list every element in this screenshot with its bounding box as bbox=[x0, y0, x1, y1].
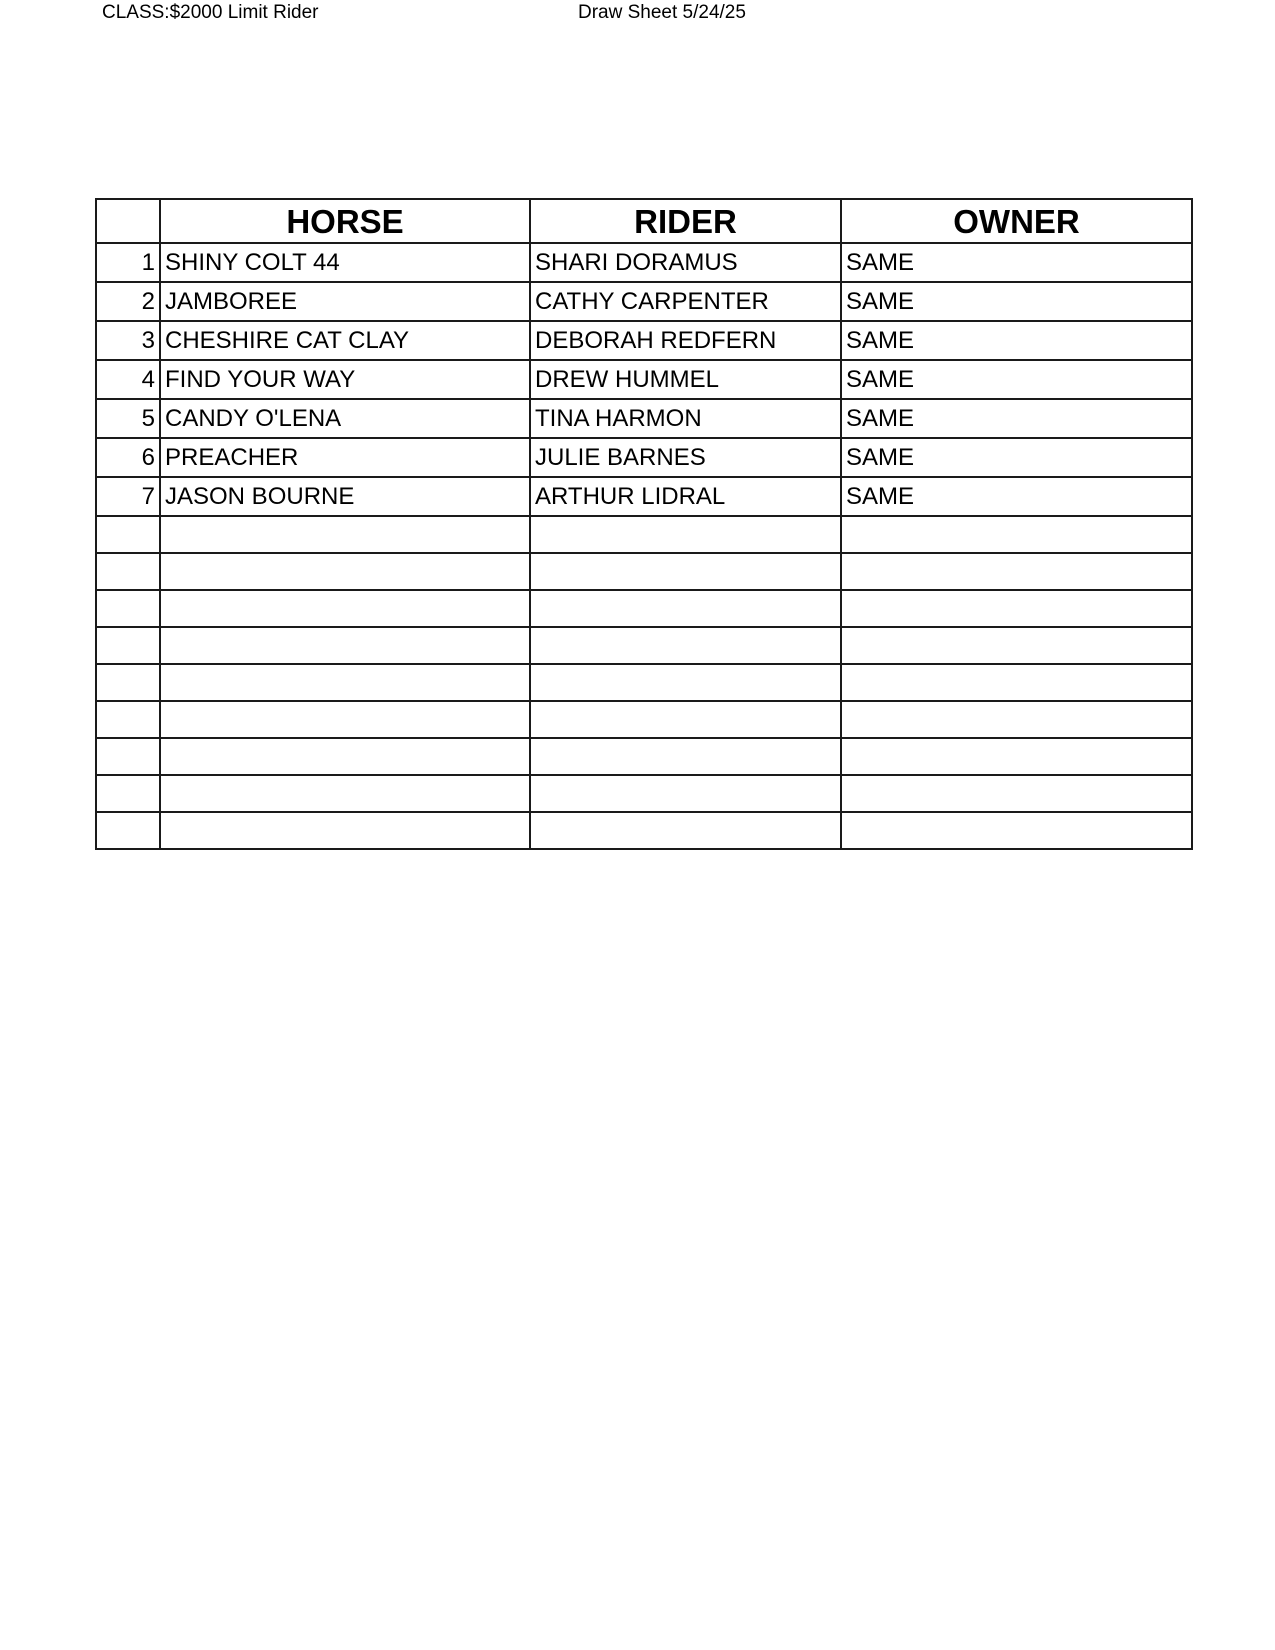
table-row bbox=[96, 282, 1192, 321]
horse-cell bbox=[160, 701, 530, 738]
horse-cell: JAMBOREE bbox=[160, 282, 530, 321]
rider-cell: CATHY CARPENTER bbox=[530, 282, 841, 321]
owner-cell bbox=[841, 627, 1192, 664]
owner-cell bbox=[841, 738, 1192, 775]
table-row bbox=[96, 477, 1192, 516]
rider-cell: JULIE BARNES bbox=[530, 438, 841, 477]
table-row bbox=[96, 399, 1192, 438]
horse-cell bbox=[160, 553, 530, 590]
table-row bbox=[96, 360, 1192, 399]
rider-cell bbox=[530, 590, 841, 627]
owner-cell: SAME bbox=[841, 282, 1192, 321]
draw-sheet-label: Draw Sheet 5/24/25 bbox=[578, 2, 746, 23]
horse-cell: FIND YOUR WAY bbox=[160, 360, 530, 399]
owner-cell bbox=[841, 664, 1192, 701]
column-header-rider: RIDER bbox=[530, 199, 841, 243]
table-row bbox=[96, 590, 1192, 627]
table-row bbox=[96, 321, 1192, 360]
table-row bbox=[96, 664, 1192, 701]
horse-cell bbox=[160, 738, 530, 775]
rider-cell: TINA HARMON bbox=[530, 399, 841, 438]
owner-cell: SAME bbox=[841, 321, 1192, 360]
owner-cell bbox=[841, 516, 1192, 553]
horse-cell bbox=[160, 516, 530, 553]
table-row bbox=[96, 516, 1192, 553]
row-number-cell bbox=[96, 812, 160, 849]
class-label: CLASS:$2000 Limit Rider bbox=[102, 2, 319, 23]
table-row bbox=[96, 812, 1192, 849]
row-number-cell bbox=[96, 590, 160, 627]
column-header-owner: OWNER bbox=[841, 199, 1192, 243]
row-number-cell: 6 bbox=[96, 438, 160, 477]
owner-cell bbox=[841, 701, 1192, 738]
rider-cell: SHARI DORAMUS bbox=[530, 243, 841, 282]
horse-cell bbox=[160, 775, 530, 812]
table-row bbox=[96, 553, 1192, 590]
horse-cell bbox=[160, 590, 530, 627]
rider-cell bbox=[530, 775, 841, 812]
table-body bbox=[96, 243, 1192, 849]
rider-cell: ARTHUR LIDRAL bbox=[530, 477, 841, 516]
row-number-cell: 3 bbox=[96, 321, 160, 360]
row-number-cell: 4 bbox=[96, 360, 160, 399]
rider-cell: DEBORAH REDFERN bbox=[530, 321, 841, 360]
row-number-cell: 5 bbox=[96, 399, 160, 438]
row-number-cell bbox=[96, 516, 160, 553]
horse-cell: CHESHIRE CAT CLAY bbox=[160, 321, 530, 360]
table-row bbox=[96, 775, 1192, 812]
row-number-cell: 2 bbox=[96, 282, 160, 321]
horse-cell: SHINY COLT 44 bbox=[160, 243, 530, 282]
rider-cell bbox=[530, 664, 841, 701]
table-row bbox=[96, 438, 1192, 477]
page-header bbox=[0, 2, 1275, 28]
table-header-row bbox=[96, 199, 1192, 243]
owner-cell bbox=[841, 812, 1192, 849]
horse-cell: PREACHER bbox=[160, 438, 530, 477]
owner-cell: SAME bbox=[841, 360, 1192, 399]
horse-cell bbox=[160, 664, 530, 701]
rider-cell bbox=[530, 738, 841, 775]
row-number-cell bbox=[96, 627, 160, 664]
horse-cell: CANDY O'LENA bbox=[160, 399, 530, 438]
owner-cell: SAME bbox=[841, 399, 1192, 438]
row-number-cell bbox=[96, 701, 160, 738]
owner-cell bbox=[841, 775, 1192, 812]
owner-cell: SAME bbox=[841, 438, 1192, 477]
row-number-cell: 1 bbox=[96, 243, 160, 282]
owner-cell: SAME bbox=[841, 477, 1192, 516]
row-number-cell bbox=[96, 775, 160, 812]
table-row bbox=[96, 243, 1192, 282]
rider-cell bbox=[530, 516, 841, 553]
column-header-horse: HORSE bbox=[160, 199, 530, 243]
owner-cell bbox=[841, 553, 1192, 590]
rider-cell bbox=[530, 701, 841, 738]
row-number-cell bbox=[96, 738, 160, 775]
row-number-cell: 7 bbox=[96, 477, 160, 516]
row-number-cell bbox=[96, 553, 160, 590]
rider-cell bbox=[530, 812, 841, 849]
rider-cell: DREW HUMMEL bbox=[530, 360, 841, 399]
column-header-number bbox=[96, 199, 160, 243]
owner-cell: SAME bbox=[841, 243, 1192, 282]
owner-cell bbox=[841, 590, 1192, 627]
rider-cell bbox=[530, 627, 841, 664]
horse-cell: JASON BOURNE bbox=[160, 477, 530, 516]
table-row bbox=[96, 627, 1192, 664]
horse-cell bbox=[160, 627, 530, 664]
row-number-cell bbox=[96, 664, 160, 701]
horse-cell bbox=[160, 812, 530, 849]
draw-table bbox=[95, 198, 1193, 850]
rider-cell bbox=[530, 553, 841, 590]
table-row bbox=[96, 738, 1192, 775]
table-row bbox=[96, 701, 1192, 738]
